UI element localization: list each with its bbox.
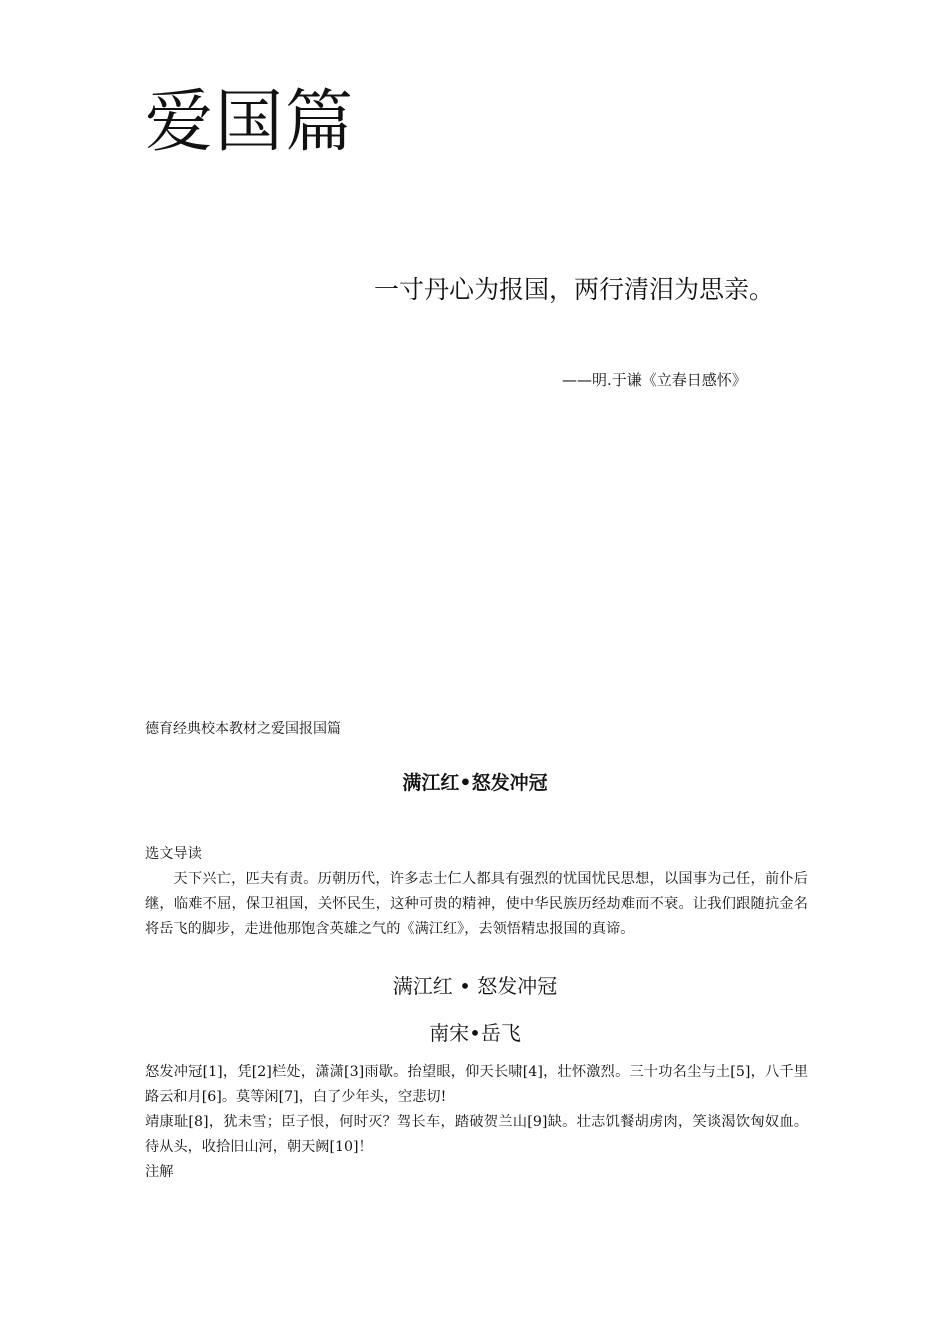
running-header: 德育经典校本教材之爱国报国篇 <box>145 721 341 737</box>
intro-paragraph: 天下兴亡，匹夫有责。历朝历代，许多志士仁人都具有强烈的忧国忧民思想，以国事为己任，前仆后继，临难不屈，保卫祖国，关怀民生，这种可贵的精神，使中华民族历经劫难而不衰。让我们跟随抗金名将岳飞的脚步，走进他那饱含英雄之气的《满江红》，去领悟精忠报国的真谛。 <box>145 871 808 937</box>
chapter-title: 爱国篇 <box>145 83 356 162</box>
notes-label: 注解 <box>145 1164 174 1180</box>
poem-title: 满江红 • 怒发冲冠 <box>392 974 558 998</box>
poem-stanza-1: 怒发冲冠[1]，凭[2]栏处，潇潇[3]雨歇。抬望眼，仰天长啸[4]，壮怀激烈。三十功名尘与土[5]，八千里路云和月[6]。莫等闲[7]，白了少年头，空悲切! <box>145 1064 808 1105</box>
poem-stanza-2: 靖康耻[8]，犹未雪；臣子恨，何时灭？驾长车，踏破贺兰山[9]缺。壮志饥餐胡虏肉，笑谈渴饮匈奴血。待从头，收拾旧山河，朝天阙[10]！ <box>145 1114 808 1155</box>
article-body <box>145 842 808 1185</box>
epigraph-quote: 一寸丹心为报国，两行清泪为思亲。 <box>374 275 775 304</box>
article-title: 满江红•怒发冲冠 <box>402 772 548 794</box>
epigraph-source: ——明.于谦《立春日感怀》 <box>562 371 747 389</box>
poem-author: 南宋•岳飞 <box>429 1021 521 1045</box>
intro-label: 选文导读 <box>145 846 202 862</box>
